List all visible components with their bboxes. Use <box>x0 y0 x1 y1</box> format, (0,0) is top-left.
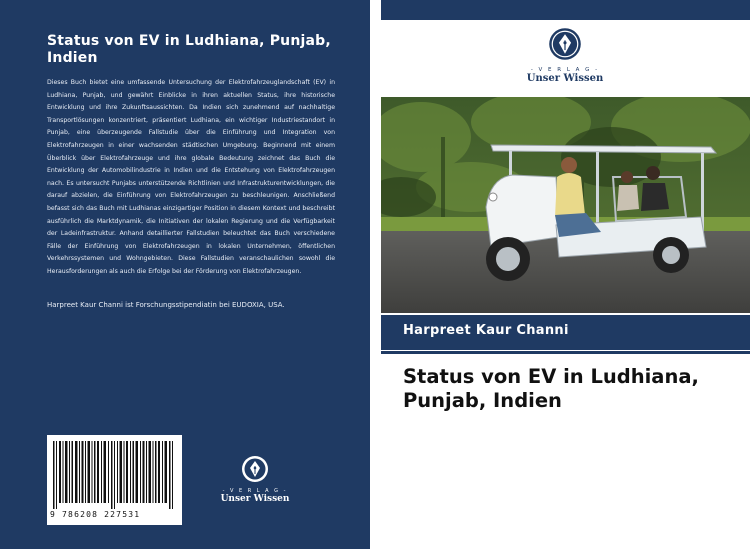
cover-photo-electric-rickshaw <box>381 97 750 313</box>
publisher-name: Unser Wissen <box>526 73 604 84</box>
author-name: Harpreet Kaur Channi <box>403 323 569 338</box>
back-cover-description: Dieses Buch bietet eine umfassende Untersuchung der Elektrofahrzeuglandschaft (EV) in Ludhiana, Punjab, und gewährt Einblicke in ihren aktuellen Status, ihre historische Entwicklung und ihre Zukunftsaussichten. Da Indien sich zunehmend auf nachhaltige Transportlösungen konzentriert, präsentiert Ludhiana, ein wichtiger Industriestandort in Punjab, eine überzeugende Fallstudie über die Einführung und Integration von Elektrofahrzeugen in einer wachsenden städtischen Umgebung. Beginnend mit einem Überblick über Elektrofahrzeuge und ihre globale Bedeutung zeichnet das Buch die Entwicklung der Automobilindustrie in Indien und die Entstehung von Elektrofahrzeugen nach. Es untersucht Punjabs unterstützende Richtlinien und Infrastrukturentwicklungen, die darauf abzielen, die Einführung von Elektrofahrzeugen zu beschleunigen. Anschließend befasst sich das Buch mit Ludhianas einzigartiger Position in diesem Kontext und beschreibt ausführlich die Marktdynamik, die Initiativen der lokalen Regierung und die Verfügbarkeit der Ladeinfrastruktur. Anhand detaillierter Fallstudien beleuchtet das Buch verschiedene Fälle der Einführung von Elektrofahrzeugen in lokalen Unternehmen, öffentlichen Verkehrssystemen und Wohngebieten. Diese Fallstudien veranschaulichen sowohl die Herausforderungen als auch die Erfolge bei der Förderung von Elektrofahrzeugen. <box>47 79 335 275</box>
book-title: Status von EV in Ludhiana, Punjab, Indien <box>403 365 699 412</box>
publisher-name: Unser Wissen <box>220 494 290 504</box>
divider <box>381 351 750 354</box>
publisher-verlag-label: - V E R L A G - <box>222 488 288 494</box>
electric-rickshaw-image <box>381 97 750 313</box>
front-cover <box>381 0 750 549</box>
author-note: Harpreet Kaur Channi ist Forschungsstipendiatin bei EUDOXIA, USA. <box>47 301 285 309</box>
front-top-bar <box>381 0 750 20</box>
back-cover <box>0 0 370 549</box>
barcode-bars-icon <box>51 441 178 509</box>
author-band <box>381 315 750 350</box>
back-publisher-logo <box>210 455 300 510</box>
pen-nib-icon <box>241 455 269 483</box>
isbn-barcode <box>47 435 182 525</box>
back-cover-title: Status von EV in Ludhiana, Punjab, Indien <box>47 33 331 66</box>
front-publisher-logo <box>511 27 619 87</box>
isbn-digits: 9 786208 227531 <box>50 510 141 519</box>
pen-nib-icon <box>548 27 582 61</box>
publisher-verlag-label: - V E R L A G - <box>530 67 600 73</box>
